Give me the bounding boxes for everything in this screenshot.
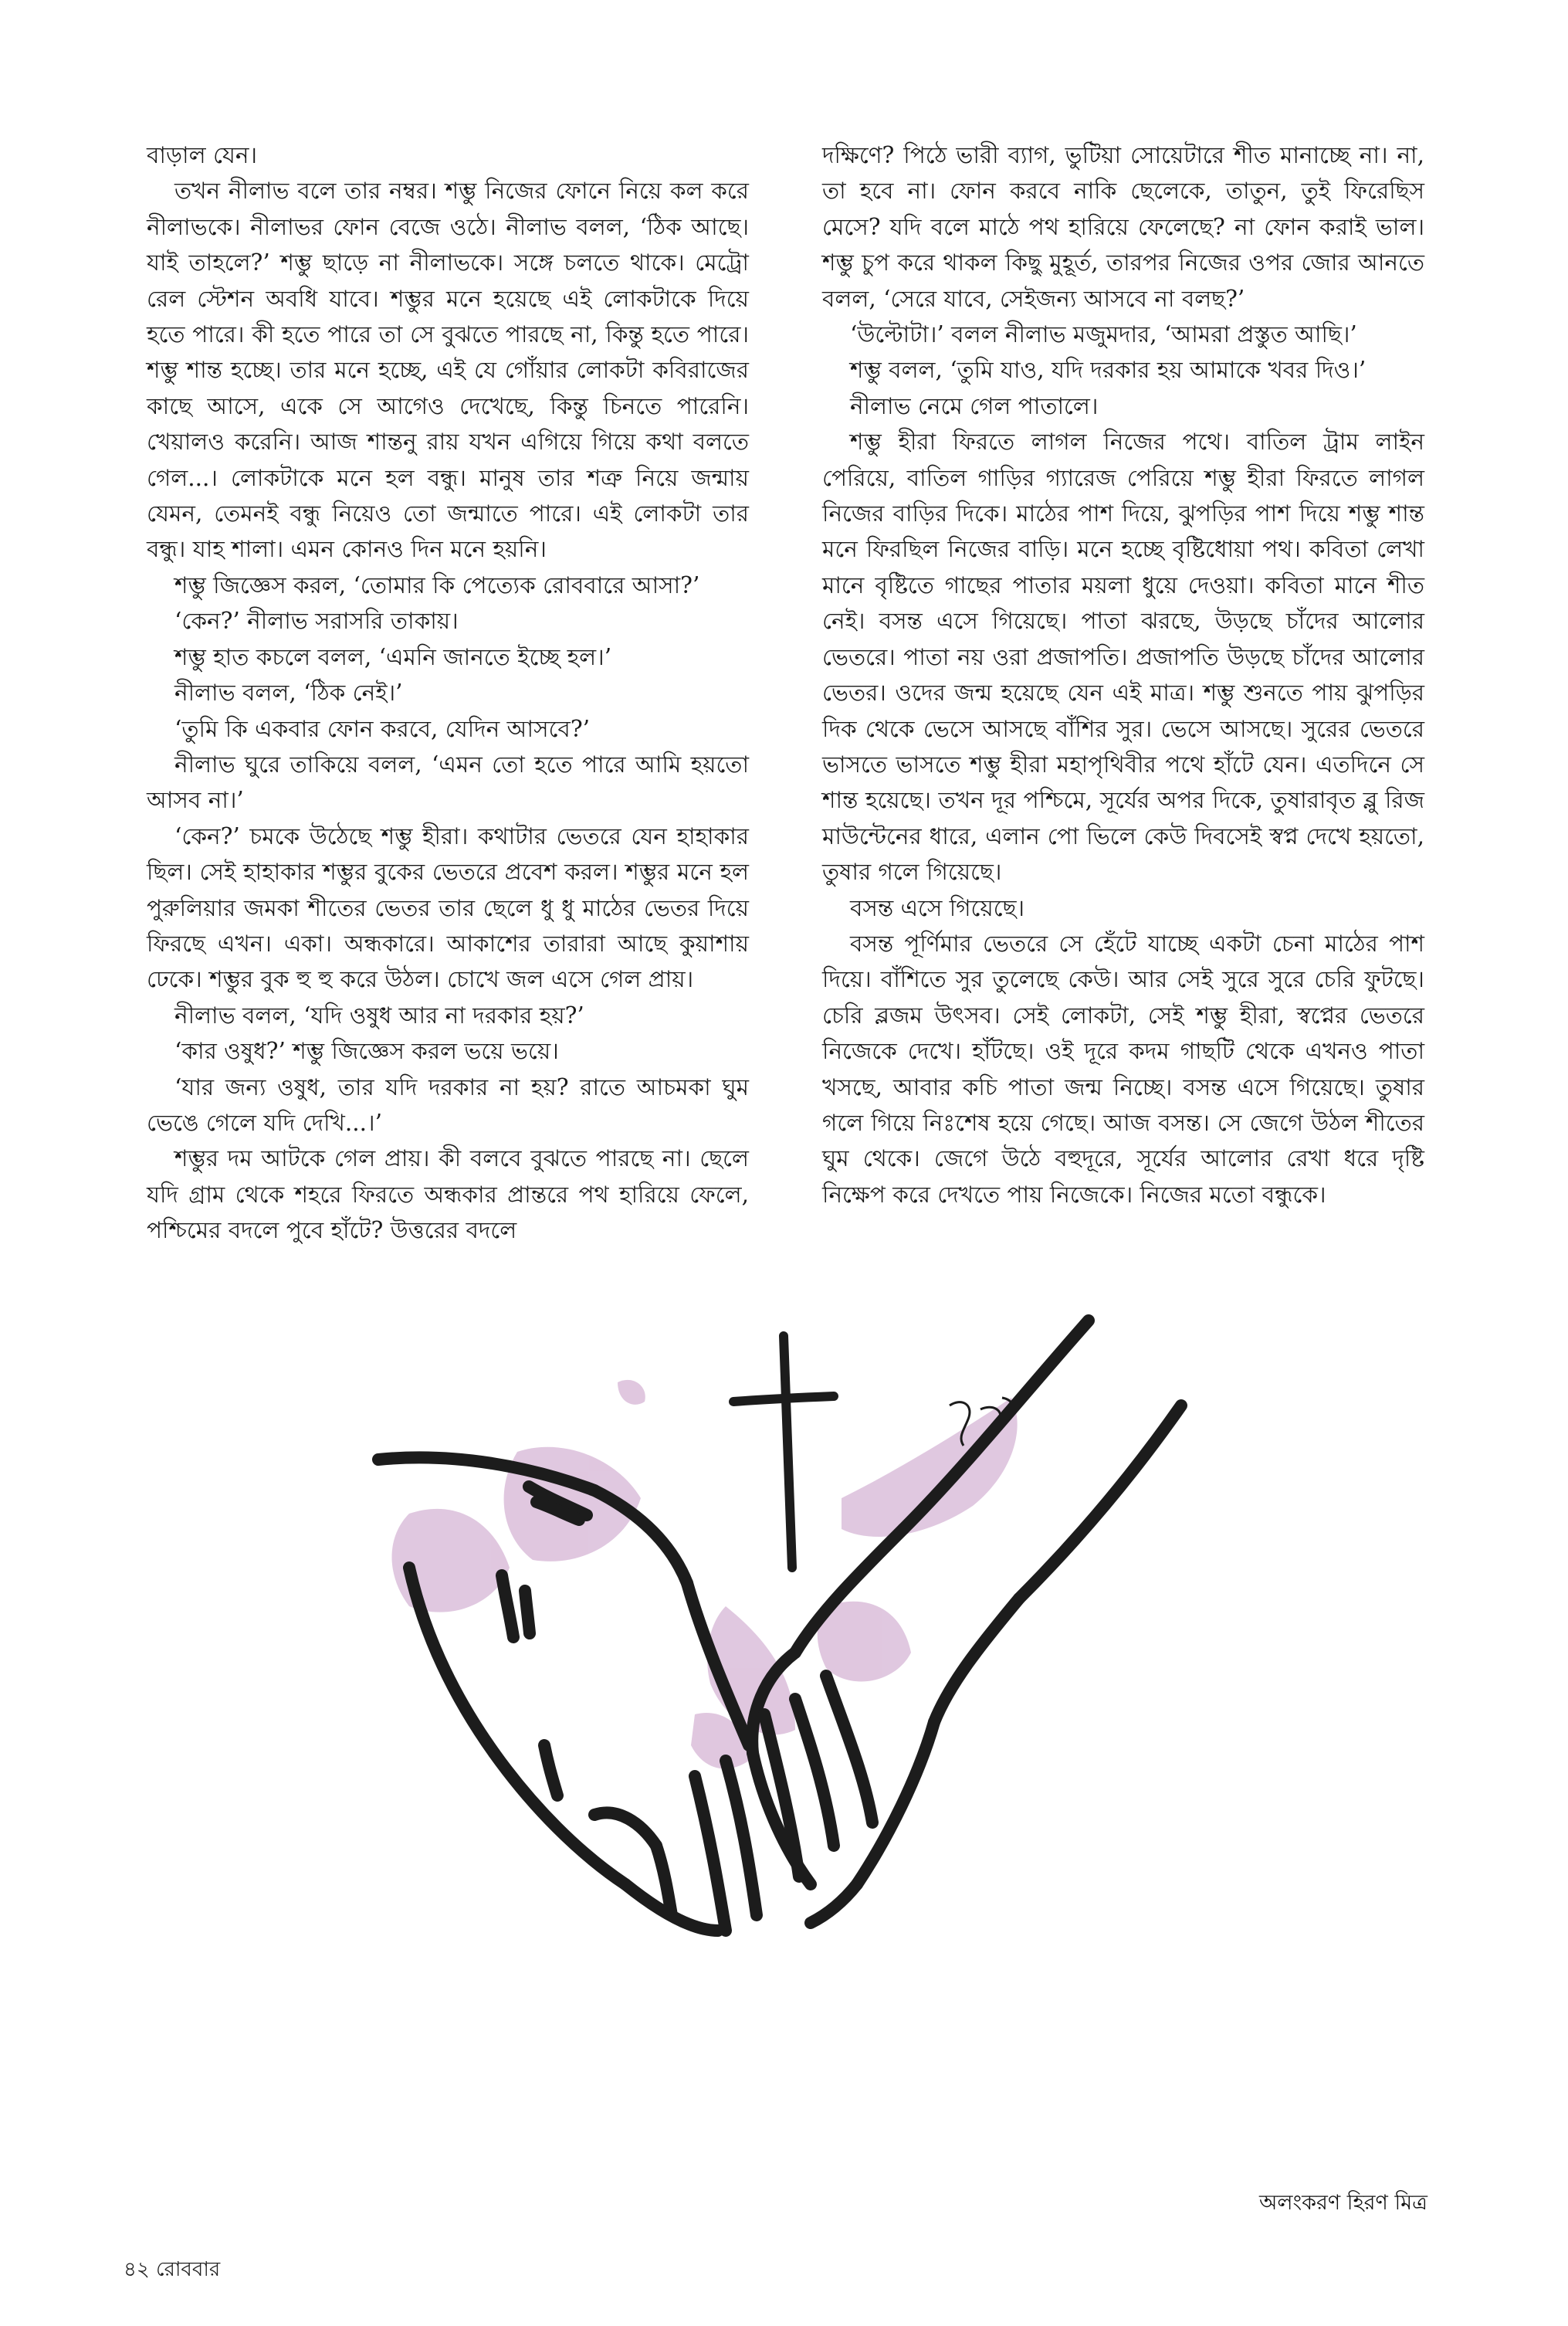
paragraph: শম্ভু বলল, ‘তুমি যাও, যদি দরকার হয় আমাকে খবর দিও।’	[850, 357, 1366, 384]
illustration-credit: অলংকরণ হিরণ মিত্র	[1259, 2191, 1427, 2215]
hands-illustration	[363, 1313, 1228, 2224]
paragraph: ‘যার জন্য ওষুধ, তার যদি দরকার না হয়? রাতে আচমকা ঘুম ভেঙে গেলে যদি দেখি...।’	[147, 1073, 749, 1136]
paragraph: নীলাভ নেমে গেল পাতালে।	[850, 392, 1099, 419]
page-folio: ৪২ রোববার	[124, 2258, 221, 2281]
paragraph: বসন্ত পূর্ণিমার ভেতরে সে হেঁটে যাচ্ছে একটা চেনা মাঠের পাশ দিয়ে। বাঁশিতে সুর তুলেছে কেউ। আর সেই সুরে সুরে চেরি ফুটছে। চেরি ব্লজম উৎসব। সেই লোকটা, সেই শম্ভু হীরা, স্বপ্নের ভেতরে নিজেকে দেখে। হাঁটছে। ওই দূরে কদম গাছটি থেকে এখনও পাতা খসছে, আবার কচি পাতা জন্ম নিচ্ছে। বসন্ত এসে গিয়েছে। তুষার গলে গিয়ে নিঃশেষ হয়ে গেছে। আজ বসন্ত। সে জেগে উঠল শীতের ঘুম থেকে। জেগে উঠে বহুদূরে, সূর্যের আলোর রেখা ধরে দৃষ্টি নিক্ষেপ করে দেখতে পায় নিজেকে। নিজের মতো বন্ধুকে।	[822, 930, 1424, 1208]
paragraph: শম্ভু হীরা ফিরতে লাগল নিজের পথে। বাতিল ট্রাম লাইন পেরিয়ে, বাতিল গাড়ির গ্যারেজ পেরিয়ে শম্ভু হীরা ফিরতে লাগল নিজের বাড়ির দিকে। মাঠের পাশ দিয়ে, ঝুপড়ির পাশ দিয়ে শম্ভু শান্ত মনে ফিরছিল নিজের বাড়ি। মনে হচ্ছে বৃষ্টিধোয়া পথ। কবিতা লেখা মানে বৃষ্টিতে গাছের পাতার ময়লা ধুয়ে দেওয়া। কবিতা মানে শীত নেই। বসন্ত এসে গিয়েছে। পাতা ঝরছে, উড়ছে চাঁদের আলোর ভেতরে। পাতা নয় ওরা প্রজাপতি। প্রজাপতি উড়ছে চাঁদের আলোর ভেতর। ওদের জন্ম হয়েছে যেন এই মাত্র। শম্ভু শুনতে পায় ঝুপড়ির দিক থেকে ভেসে আসছে বাঁশির সুর। ভেসে আসছে। সুরের ভেতরে ভাসতে ভাসতে শম্ভু হীরা মহাপৃথিবীর পথে হাঁটে যেন। এতদিনে সে শান্ত হয়েছে। তখন দূর পশ্চিমে, সূর্যের অপর দিকে, তুষারাবৃত ব্লু রিজ মাউন্টেনের ধারে, এলান পো ভিলে কেউ দিবসেই স্বপ্ন দেখে হয়তো, তুষার গলে গিয়েছে।	[822, 429, 1424, 886]
paragraph: দক্ষিণে? পিঠে ভারী ব্যাগ, ভুটিয়া সোয়েটারে শীত মানাচ্ছে না। না, তা হবে না। ফোন করবে নাকি ছেলেকে, তাতুন, তুই ফিরেছিস মেসে? যদি বলে মাঠে পথ হারিয়ে ফেলেছে? না ফোন করাই ভাল। শম্ভু চুপ করে থাকল কিছু মুহূর্ত, তারপর নিজের ওপর জোর আনতে বলল, ‘সেরে যাবে, সেইজন্য আসবে না বলছ?’	[822, 142, 1424, 312]
paragraph: ‘উল্টোটা।’ বলল নীলাভ মজুমদার, ‘আমরা প্রস্তুত আছি।’	[850, 321, 1357, 348]
paragraph: নীলাভ বলল, ‘ঠিক নেই।’	[174, 680, 403, 707]
right-hand-outline	[695, 1321, 1181, 1931]
article-column-right	[822, 137, 1424, 1212]
paragraph: ‘কেন?’ চমকে উঠেছে শম্ভু হীরা। কথাটার ভেতরে যেন হাহাকার ছিল। সেই হাহাকার শম্ভুর বুকের ভেতরে প্রবেশ করল। শম্ভুর মনে হল পুরুলিয়ার জমকা শীতের ভেতর তার ছেলে ধু ধু মাঠের ভেতর দিয়ে ফিরছে এখন। একা। অন্ধকারে। আকাশের তারারা আছে কুয়াশায় ঢেকে। শম্ভুর বুক হু হু করে উঠল। চোখে জল এসে গেল প্রায়।	[147, 822, 749, 993]
paragraph: ‘কার ওষুধ?’ শম্ভু জিজ্ঞেস করল ভয়ে ভয়ে।	[174, 1038, 559, 1065]
paragraph: নীলাভ ঘুরে তাকিয়ে বলল, ‘এমন তো হতে পারে আমি হয়তো আসব না।’	[147, 751, 749, 814]
paragraph: ‘কেন?’ নীলাভ সরাসরি তাকায়।	[174, 608, 459, 635]
paragraph: নীলাভ বলল, ‘যদি ওষুধ আর না দরকার হয়?’	[174, 1002, 584, 1029]
paragraph: শম্ভুর দম আটকে গেল প্রায়। কী বলবে বুঝতে পারছে না। ছেলে যদি গ্রাম থেকে শহরে ফিরতে অন্ধকার প্রান্তরে পথ হারিয়ে ফেলে, পশ্চিমের বদলে পুবে হাঁটে? উত্তরের বদলে	[147, 1145, 749, 1244]
article-column-left	[147, 137, 749, 1249]
paragraph: বসন্ত এসে গিয়েছে।	[850, 894, 1025, 921]
paragraph: শম্ভু জিজ্ঞেস করল, ‘তোমার কি পেত্যেক রোববারে আসা?’	[174, 571, 700, 598]
paragraph: বাড়াল যেন।	[147, 142, 258, 168]
paragraph: ‘তুমি কি একবার ফোন করবে, যেদিন আসবে?’	[174, 715, 591, 742]
watercolor-wash	[392, 1380, 1018, 1769]
paragraph: শম্ভু হাত কচলে বলল, ‘এমনি জানতে ইচ্ছে হল।’	[174, 643, 612, 670]
cross-symbol	[733, 1336, 834, 1568]
paragraph: তখন নীলাভ বলে তার নম্বর। শম্ভু নিজের ফোনে নিয়ে কল করে নীলাভকে। নীলাভর ফোন বেজে ওঠে। নীলাভ বলল, ‘ঠিক আছে। যাই তাহলে?’ শম্ভু ছাড়ে না নীলাভকে। সঙ্গে চলতে থাকে। মেট্রো রেল স্টেশন অবধি যাবে। শম্ভুর মনে হয়েছে এই লোকটাকে দিয়ে হতে পারে। কী হতে পারে তা সে বুঝতে পারছে না, কিন্তু হতে পারে। শম্ভু শান্ত হচ্ছে। তার মনে হচ্ছে, এই যে গোঁয়ার লোকটা কবিরাজের কাছে আসে, একে সে আগেও দেখেছে, কিন্তু চিনতে পারেনি। খেয়ালও করেনি। আজ শান্তনু রায় যখন এগিয়ে গিয়ে কথা বলতে গেল...। লোকটাকে মনে হল বন্ধু। মানুষ তার শত্রু নিয়ে জন্মায় যেমন, তেমনই বন্ধু নিয়েও তো জন্মাতে পারে। এই লোকটা তার বন্ধু। যাহ শালা। এমন কোনও দিন মনে হয়নি।	[147, 178, 749, 563]
